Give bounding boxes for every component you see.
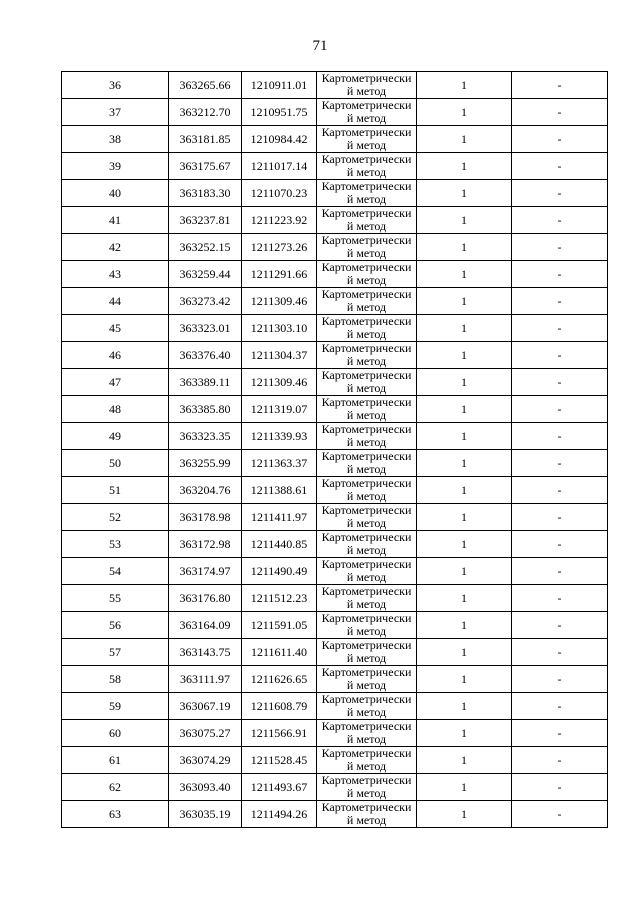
method-cell <box>317 234 417 261</box>
method-cell <box>317 342 417 369</box>
y-coordinate-cell: 1211273.26 <box>242 234 317 261</box>
method-cell <box>317 747 417 774</box>
method-text-line1: Картометрически <box>321 584 412 598</box>
point-number-cell: 50 <box>62 450 169 477</box>
precision-cell: 1 <box>417 369 512 396</box>
precision-cell: 1 <box>417 639 512 666</box>
table-row <box>62 342 608 369</box>
table-row <box>62 72 608 99</box>
method-text-line1: Картометрически <box>321 665 412 679</box>
method-text-line1: Картометрически <box>321 179 412 193</box>
description-cell: - <box>512 99 608 126</box>
y-coordinate-cell: 1211388.61 <box>242 477 317 504</box>
point-number-cell: 43 <box>62 261 169 288</box>
x-coordinate-cell: 363174.97 <box>169 558 242 585</box>
method-cell <box>317 531 417 558</box>
method-text-line2: й метод <box>346 435 387 449</box>
description-cell: - <box>512 612 608 639</box>
description-cell: - <box>512 558 608 585</box>
method-cell <box>317 774 417 801</box>
method-text-line2: й метод <box>346 192 387 206</box>
description-cell: - <box>512 504 608 531</box>
method-cell <box>317 612 417 639</box>
method-cell <box>317 369 417 396</box>
y-coordinate-cell: 1211017.14 <box>242 153 317 180</box>
y-coordinate-cell: 1211566.91 <box>242 720 317 747</box>
method-cell <box>317 153 417 180</box>
method-cell <box>317 315 417 342</box>
y-coordinate-cell: 1211512.23 <box>242 585 317 612</box>
table-row <box>62 153 608 180</box>
table-row <box>62 774 608 801</box>
x-coordinate-cell: 363273.42 <box>169 288 242 315</box>
method-cell <box>317 207 417 234</box>
method-text-line1: Картометрически <box>321 719 412 733</box>
y-coordinate-cell: 1211608.79 <box>242 693 317 720</box>
method-cell <box>317 585 417 612</box>
point-number-cell: 59 <box>62 693 169 720</box>
method-cell <box>317 288 417 315</box>
y-coordinate-cell: 1211591.05 <box>242 612 317 639</box>
precision-cell: 1 <box>417 558 512 585</box>
point-number-cell: 42 <box>62 234 169 261</box>
precision-cell: 1 <box>417 450 512 477</box>
description-cell: - <box>512 693 608 720</box>
precision-cell: 1 <box>417 585 512 612</box>
method-cell <box>317 504 417 531</box>
point-number-cell: 47 <box>62 369 169 396</box>
method-text-line2: й метод <box>346 570 387 584</box>
method-text-line2: й метод <box>346 381 387 395</box>
point-number-cell: 60 <box>62 720 169 747</box>
description-cell: - <box>512 207 608 234</box>
y-coordinate-cell: 1211319.07 <box>242 396 317 423</box>
method-text-line2: й метод <box>346 489 387 503</box>
table-row <box>62 666 608 693</box>
y-coordinate-cell: 1211291.66 <box>242 261 317 288</box>
coordinates-table-body <box>62 72 608 828</box>
x-coordinate-cell: 363178.98 <box>169 504 242 531</box>
x-coordinate-cell: 363323.01 <box>169 315 242 342</box>
precision-cell: 1 <box>417 477 512 504</box>
x-coordinate-cell: 363176.80 <box>169 585 242 612</box>
x-coordinate-cell: 363265.66 <box>169 72 242 99</box>
method-cell <box>317 423 417 450</box>
method-text-line1: Картометрически <box>321 692 412 706</box>
point-number-cell: 63 <box>62 801 169 828</box>
method-cell <box>317 99 417 126</box>
point-number-cell: 46 <box>62 342 169 369</box>
method-text-line2: й метод <box>346 624 387 638</box>
precision-cell: 1 <box>417 666 512 693</box>
y-coordinate-cell: 1211490.49 <box>242 558 317 585</box>
y-coordinate-cell: 1211309.46 <box>242 288 317 315</box>
y-coordinate-cell: 1211626.65 <box>242 666 317 693</box>
method-cell <box>317 261 417 288</box>
precision-cell: 1 <box>417 693 512 720</box>
method-text-line1: Картометрически <box>321 368 412 382</box>
method-text-line1: Картометрически <box>321 476 412 490</box>
method-text-line1: Картометрически <box>321 638 412 652</box>
table-row <box>62 99 608 126</box>
method-cell <box>317 72 417 99</box>
method-cell <box>317 180 417 207</box>
method-text-line1: Картометрически <box>321 206 412 220</box>
table-row <box>62 315 608 342</box>
precision-cell: 1 <box>417 126 512 153</box>
description-cell: - <box>512 666 608 693</box>
method-text-line1: Картометрически <box>321 449 412 463</box>
y-coordinate-cell: 1211339.93 <box>242 423 317 450</box>
coordinates-table <box>61 71 608 828</box>
description-cell: - <box>512 288 608 315</box>
method-text-line1: Картометрически <box>321 71 412 85</box>
point-number-cell: 37 <box>62 99 169 126</box>
description-cell: - <box>512 153 608 180</box>
x-coordinate-cell: 363181.85 <box>169 126 242 153</box>
x-coordinate-cell: 363255.99 <box>169 450 242 477</box>
precision-cell: 1 <box>417 342 512 369</box>
point-number-cell: 53 <box>62 531 169 558</box>
method-text-line1: Картометрически <box>321 314 412 328</box>
table-row <box>62 747 608 774</box>
method-cell <box>317 558 417 585</box>
x-coordinate-cell: 363164.09 <box>169 612 242 639</box>
precision-cell: 1 <box>417 423 512 450</box>
x-coordinate-cell: 363212.70 <box>169 99 242 126</box>
method-text-line2: й метод <box>346 84 387 98</box>
table-row <box>62 693 608 720</box>
method-text-line1: Картометрически <box>321 800 412 814</box>
method-text-line1: Картометрически <box>321 773 412 787</box>
method-text-line1: Картометрически <box>321 530 412 544</box>
x-coordinate-cell: 363093.40 <box>169 774 242 801</box>
y-coordinate-cell: 1211223.92 <box>242 207 317 234</box>
method-cell <box>317 801 417 828</box>
method-text-line1: Картометрически <box>321 422 412 436</box>
page-number: 71 <box>312 38 328 54</box>
x-coordinate-cell: 363075.27 <box>169 720 242 747</box>
precision-cell: 1 <box>417 315 512 342</box>
precision-cell: 1 <box>417 612 512 639</box>
x-coordinate-cell: 363074.29 <box>169 747 242 774</box>
point-number-cell: 52 <box>62 504 169 531</box>
description-cell: - <box>512 180 608 207</box>
method-text-line2: й метод <box>346 462 387 476</box>
method-cell <box>317 126 417 153</box>
method-cell <box>317 450 417 477</box>
table-row <box>62 612 608 639</box>
method-text-line2: й метод <box>346 165 387 179</box>
method-text-line2: й метод <box>346 543 387 557</box>
method-text-line2: й метод <box>346 273 387 287</box>
precision-cell: 1 <box>417 720 512 747</box>
description-cell: - <box>512 72 608 99</box>
point-number-cell: 45 <box>62 315 169 342</box>
description-cell: - <box>512 531 608 558</box>
y-coordinate-cell: 1211494.26 <box>242 801 317 828</box>
method-cell <box>317 477 417 504</box>
point-number-cell: 49 <box>62 423 169 450</box>
point-number-cell: 61 <box>62 747 169 774</box>
table-row <box>62 396 608 423</box>
method-cell <box>317 639 417 666</box>
x-coordinate-cell: 363035.19 <box>169 801 242 828</box>
precision-cell: 1 <box>417 801 512 828</box>
description-cell: - <box>512 315 608 342</box>
point-number-cell: 38 <box>62 126 169 153</box>
x-coordinate-cell: 363172.98 <box>169 531 242 558</box>
x-coordinate-cell: 363111.97 <box>169 666 242 693</box>
precision-cell: 1 <box>417 153 512 180</box>
table-row <box>62 504 608 531</box>
point-number-cell: 41 <box>62 207 169 234</box>
point-number-cell: 58 <box>62 666 169 693</box>
precision-cell: 1 <box>417 504 512 531</box>
precision-cell: 1 <box>417 207 512 234</box>
y-coordinate-cell: 1211304.37 <box>242 342 317 369</box>
x-coordinate-cell: 363385.80 <box>169 396 242 423</box>
method-text-line1: Картометрически <box>321 746 412 760</box>
table-row <box>62 180 608 207</box>
precision-cell: 1 <box>417 99 512 126</box>
x-coordinate-cell: 363175.67 <box>169 153 242 180</box>
x-coordinate-cell: 363204.76 <box>169 477 242 504</box>
method-text-line2: й метод <box>346 246 387 260</box>
y-coordinate-cell: 1210984.42 <box>242 126 317 153</box>
precision-cell: 1 <box>417 774 512 801</box>
method-cell <box>317 693 417 720</box>
method-text-line2: й метод <box>346 408 387 422</box>
point-number-cell: 54 <box>62 558 169 585</box>
x-coordinate-cell: 363067.19 <box>169 693 242 720</box>
y-coordinate-cell: 1211528.45 <box>242 747 317 774</box>
y-coordinate-cell: 1210951.75 <box>242 99 317 126</box>
precision-cell: 1 <box>417 72 512 99</box>
precision-cell: 1 <box>417 288 512 315</box>
x-coordinate-cell: 363376.40 <box>169 342 242 369</box>
method-text-line1: Картометрически <box>321 233 412 247</box>
method-cell <box>317 396 417 423</box>
description-cell: - <box>512 423 608 450</box>
description-cell: - <box>512 720 608 747</box>
method-text-line2: й метод <box>346 138 387 152</box>
table-row <box>62 423 608 450</box>
x-coordinate-cell: 363237.81 <box>169 207 242 234</box>
point-number-cell: 56 <box>62 612 169 639</box>
description-cell: - <box>512 234 608 261</box>
x-coordinate-cell: 363252.15 <box>169 234 242 261</box>
precision-cell: 1 <box>417 234 512 261</box>
method-text-line2: й метод <box>346 327 387 341</box>
x-coordinate-cell: 363389.11 <box>169 369 242 396</box>
y-coordinate-cell: 1211611.40 <box>242 639 317 666</box>
y-coordinate-cell: 1211411.97 <box>242 504 317 531</box>
table-row <box>62 234 608 261</box>
table-row <box>62 720 608 747</box>
point-number-cell: 51 <box>62 477 169 504</box>
method-text-line1: Картометрически <box>321 395 412 409</box>
table-row <box>62 477 608 504</box>
table-row <box>62 531 608 558</box>
precision-cell: 1 <box>417 261 512 288</box>
method-text-line1: Картометрически <box>321 125 412 139</box>
method-text-line2: й метод <box>346 678 387 692</box>
method-cell <box>317 720 417 747</box>
table-row <box>62 558 608 585</box>
point-number-cell: 62 <box>62 774 169 801</box>
method-text-line2: й метод <box>346 300 387 314</box>
method-text-line2: й метод <box>346 354 387 368</box>
description-cell: - <box>512 747 608 774</box>
method-text-line2: й метод <box>346 732 387 746</box>
table-row <box>62 207 608 234</box>
description-cell: - <box>512 585 608 612</box>
description-cell: - <box>512 126 608 153</box>
method-text-line2: й метод <box>346 597 387 611</box>
method-text-line1: Картометрически <box>321 557 412 571</box>
y-coordinate-cell: 1211363.37 <box>242 450 317 477</box>
point-number-cell: 48 <box>62 396 169 423</box>
table-row <box>62 585 608 612</box>
description-cell: - <box>512 801 608 828</box>
x-coordinate-cell: 363259.44 <box>169 261 242 288</box>
description-cell: - <box>512 477 608 504</box>
point-number-cell: 39 <box>62 153 169 180</box>
method-text-line1: Картометрически <box>321 287 412 301</box>
description-cell: - <box>512 342 608 369</box>
table-row <box>62 450 608 477</box>
y-coordinate-cell: 1211493.67 <box>242 774 317 801</box>
table-row <box>62 639 608 666</box>
point-number-cell: 40 <box>62 180 169 207</box>
table-row <box>62 801 608 828</box>
method-text-line1: Картометрически <box>321 341 412 355</box>
precision-cell: 1 <box>417 180 512 207</box>
description-cell: - <box>512 774 608 801</box>
y-coordinate-cell: 1211303.10 <box>242 315 317 342</box>
method-text-line2: й метод <box>346 813 387 827</box>
table-row <box>62 261 608 288</box>
x-coordinate-cell: 363183.30 <box>169 180 242 207</box>
table-row <box>62 369 608 396</box>
y-coordinate-cell: 1210911.01 <box>242 72 317 99</box>
method-text-line2: й метод <box>346 759 387 773</box>
method-text-line2: й метод <box>346 705 387 719</box>
point-number-cell: 55 <box>62 585 169 612</box>
method-text-line2: й метод <box>346 651 387 665</box>
method-text-line1: Картометрически <box>321 98 412 112</box>
method-cell <box>317 666 417 693</box>
point-number-cell: 57 <box>62 639 169 666</box>
description-cell: - <box>512 369 608 396</box>
table-row <box>62 126 608 153</box>
method-text-line2: й метод <box>346 786 387 800</box>
method-text-line2: й метод <box>346 111 387 125</box>
y-coordinate-cell: 1211070.23 <box>242 180 317 207</box>
method-text-line2: й метод <box>346 219 387 233</box>
x-coordinate-cell: 363323.35 <box>169 423 242 450</box>
point-number-cell: 44 <box>62 288 169 315</box>
precision-cell: 1 <box>417 396 512 423</box>
precision-cell: 1 <box>417 531 512 558</box>
method-text-line2: й метод <box>346 516 387 530</box>
y-coordinate-cell: 1211309.46 <box>242 369 317 396</box>
precision-cell: 1 <box>417 747 512 774</box>
x-coordinate-cell: 363143.75 <box>169 639 242 666</box>
description-cell: - <box>512 396 608 423</box>
description-cell: - <box>512 639 608 666</box>
description-cell: - <box>512 261 608 288</box>
y-coordinate-cell: 1211440.85 <box>242 531 317 558</box>
method-text-line1: Картометрически <box>321 260 412 274</box>
method-text-line1: Картометрически <box>321 611 412 625</box>
point-number-cell: 36 <box>62 72 169 99</box>
description-cell: - <box>512 450 608 477</box>
method-text-line1: Картометрически <box>321 152 412 166</box>
method-text-line1: Картометрически <box>321 503 412 517</box>
table-row <box>62 288 608 315</box>
